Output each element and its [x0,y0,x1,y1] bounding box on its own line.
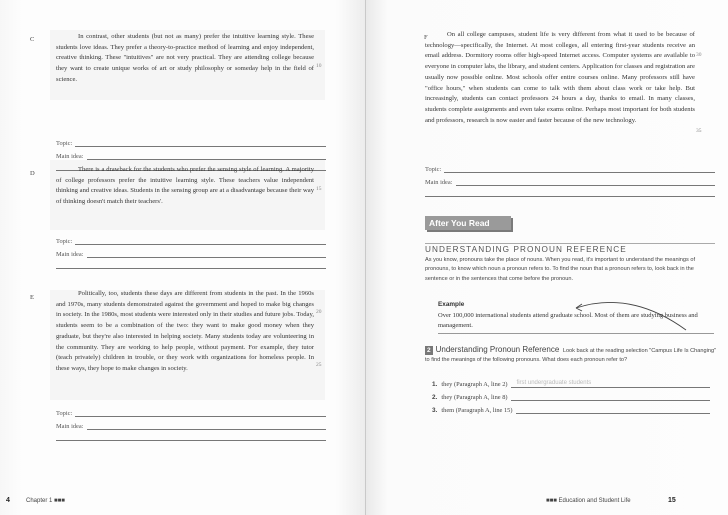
exercise-number-badge: 2 [427,347,431,354]
paragraph-f: On all college campuses, student life is very different from what it used to be because of technology—specifically, the Internet. At most colleges, all entering first-year students receive an email address. Dormitory rooms offer high-speed Internet access. Computer systems are available to everyone in computer labs, the library, and student centers. Application for classes and registration are usually now possible online. Most schools offer entire courses online. Many professors still have "office hours," when students can come to talk with them about class work or take help. But increasingly, students can contact professors 24 hours a day, thanks to email. In many classes, students complete assignments and even take exams online. Perhaps most important for both students and professors, research is now easier and faster because of the new technology. [425,31,695,124]
line-number: 20 [316,309,322,315]
right-page [366,0,728,515]
explanation-text: As you know, pronouns take the place of nouns. When you read, it's important to understand the meanings of pronouns, to know which noun a pronoun refers to. To find the noun that a pronoun refers to, look back in the sentence or in the sentences that come before the pronoun. [425,257,696,282]
section-heading: UNDERSTANDING PRONOUN REFERENCE [425,243,715,254]
topic-field-d[interactable]: Topic: [56,238,326,245]
paragraph-e: Politically, too, students these days are different from students in the past. In the 1960s and 1970s, many students demonstrated against the government and hoped to make big changes in society. In the 1980s, most students were interested only in their studies and future jobs. Today, students seem to be a combination of the two: they want to make good money when they graduate, but they're also interested in helping society. Many students today are volunteering in the community. They are working to help people, without payment. For example, they tutor (teach privately) children in trouble, or they work with organizations for homeless people. In these ways, they hope to make changes in society. [56,290,314,372]
example-text: Over 100,000 international students attend graduate school. Most of them are studying business and management. [438,312,698,329]
paragraph-d: There is a drawback for the students who prefer the sensing style of learning. A majority of college professors prefer the intuitive learning style. These teachers value independent thinking and creative ideas. Students in the sensing group are at a disadvantage because their way of thinking doesn't match their teachers'. [56,166,314,206]
topic-field-c[interactable]: Topic: [56,140,326,147]
answer-input-2[interactable] [511,394,710,401]
example-label: Example [438,301,465,308]
answer-line[interactable] [56,440,326,441]
question-3: 3. them (Paragraph A, line 15) [432,407,710,414]
paragraph-c: In contrast, other students (but not as many) prefer the intuitive learning style. These students love ideas. They prefer a theory-to-practice method of learning and enjoy independent, creative thinking. These "intuitives" are not very practical. They are attending college because they want to create unique works of art or study philosophy or someday help in the field of science. [56,33,314,83]
left-page-number: 4 [6,497,10,504]
answer-input-3[interactable] [516,407,710,414]
right-page-number: 15 [668,497,676,504]
book-section-footer: ■■■ Education and Student Life [546,498,631,504]
main-idea-field-f[interactable]: Main idea: [425,179,715,186]
main-idea-field-e[interactable]: Main idea: [56,423,326,430]
topic-field-f[interactable]: Topic: [425,166,715,173]
topic-field-e[interactable]: Topic: [56,410,326,417]
paragraph-letter-d: D [30,170,35,177]
paragraph-letter-e: E [30,294,34,301]
paragraph-letter-f: F [424,34,428,41]
after-you-read-banner: After You Read [425,216,511,230]
exercise-instructions: Look back at the reading selection "Campus Life Is Changing" to find the meanings of the following pronouns. What does each pronoun refer to? [425,348,717,364]
line-number: 30 [696,52,702,58]
line-number: 35 [696,128,702,134]
line-number: 25 [316,362,322,368]
main-idea-field-c[interactable]: Main idea: [56,153,326,160]
line-number: 15 [316,186,322,192]
question-2: 2. they (Paragraph A, line 8) [432,394,710,401]
answer-input-1[interactable]: first undergraduate students [511,381,710,388]
question-1: 1. they (Paragraph A, line 2) first undergraduate students [432,381,710,388]
chapter-footer: Chapter 1 ■■■ [26,498,65,504]
answer-line[interactable] [425,196,715,197]
line-number: 10 [316,63,322,69]
example-underline [438,333,714,334]
paragraph-letter-c: C [30,36,35,43]
exercise-heading [425,345,717,366]
main-idea-field-d[interactable]: Main idea: [56,251,326,258]
exercise-title: Understanding Pronoun Reference [435,345,560,354]
answer-line[interactable] [56,268,326,269]
